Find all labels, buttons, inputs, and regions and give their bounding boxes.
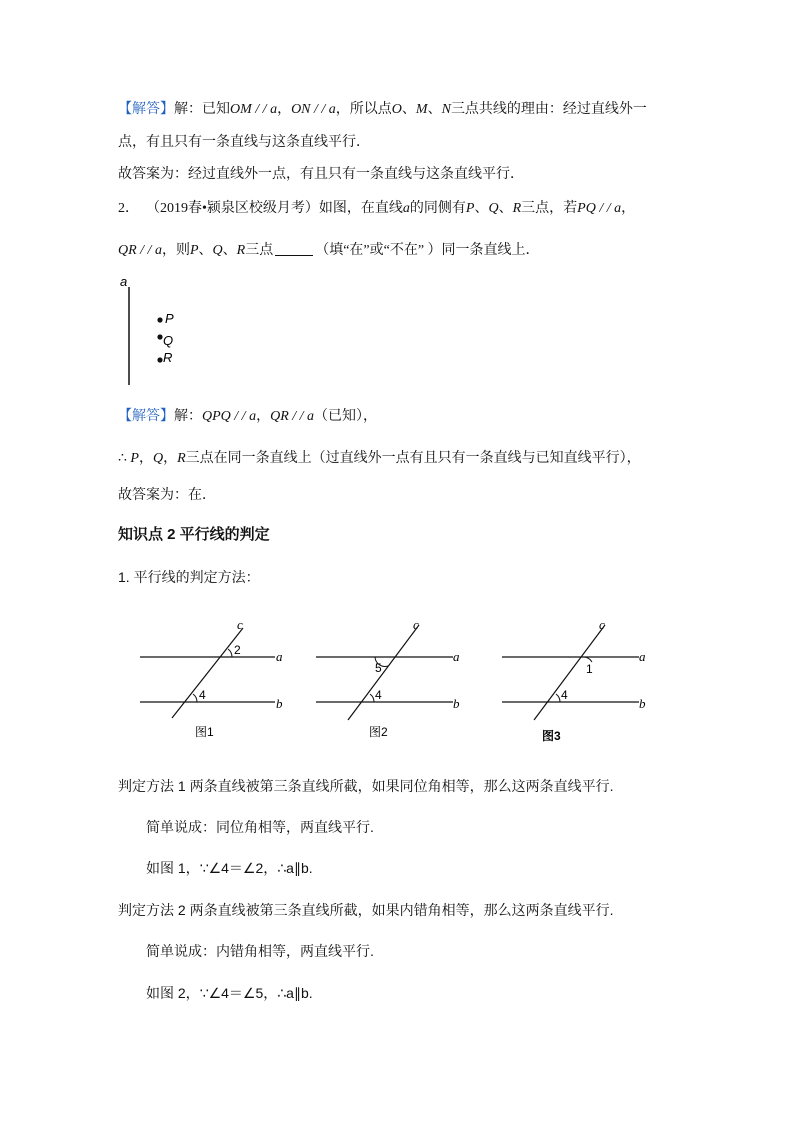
line-c xyxy=(348,625,419,720)
figure-3 xyxy=(494,612,664,747)
label-a: a xyxy=(276,649,283,664)
angle-arc-top xyxy=(228,649,232,657)
figure-caption: 图3 xyxy=(542,729,561,743)
angle-label-bottom: 4 xyxy=(561,688,568,702)
section-title: 知识点 2 平行线的判定 xyxy=(118,526,270,543)
label-a: a xyxy=(639,649,646,664)
point-q xyxy=(157,334,162,339)
point-r xyxy=(157,357,162,362)
label-r: R xyxy=(163,350,173,365)
question2-line2: QR / / a，则P、Q、R三点 （填“在”或“不在” ）同一条直线上． xyxy=(118,243,540,258)
answer1-line2: 点，有且只有一条直线与这条直线平行． xyxy=(118,135,370,150)
answer2-line3: 故答案为：在． xyxy=(118,488,216,503)
figure-caption: 图1 xyxy=(195,725,214,739)
point-p xyxy=(157,317,162,322)
method1-title: 判定方法 1 两条直线被第三条直线所截，如果同位角相等，那么这两条直线平行. xyxy=(118,778,614,794)
method-intro: 1. 平行线的判定方法： xyxy=(118,569,260,585)
method2-title: 判定方法 2 两条直线被第三条直线所截，如果内错角相等，那么这两条直线平行. xyxy=(118,902,614,918)
label-b: b xyxy=(276,696,283,711)
label-b: b xyxy=(639,696,646,711)
angle-label-bottom: 4 xyxy=(375,688,382,702)
method1-example: 如图 1，∵∠4＝∠2，∴a∥b. xyxy=(146,860,313,876)
answer2-line1: 【解答】解：QPQ / / a，QR / / a（已知）， xyxy=(118,409,378,424)
answer2-line2: ∴ P，Q，R三点在同一条直线上（过直线外一点有且只有一条直线与已知直线平行）， xyxy=(118,451,641,466)
label-c: c xyxy=(413,617,419,632)
angle-label-top: 5 xyxy=(375,661,382,675)
figure-caption: 图2 xyxy=(369,725,388,739)
label-c: c xyxy=(237,617,243,632)
label-p: P xyxy=(165,311,174,326)
line-c xyxy=(172,628,243,718)
answer-tag: 【解答】 xyxy=(118,409,174,424)
method1-short: 简单说成：同位角相等，两直线平行. xyxy=(146,819,374,835)
method2-example: 如图 2，∵∠4＝∠5，∴a∥b. xyxy=(146,985,313,1001)
angle-arc-bottom xyxy=(193,694,197,702)
angle-arc-bottom xyxy=(556,694,560,702)
label-b: b xyxy=(453,696,460,711)
line-c xyxy=(534,625,605,720)
method2-short: 简单说成：内错角相等，两直线平行. xyxy=(146,943,374,959)
angle-label-bottom: 4 xyxy=(199,688,206,702)
angle-arc-bottom xyxy=(370,694,374,702)
answer-blank xyxy=(275,241,313,256)
label-q: Q xyxy=(163,333,174,348)
question2-figure xyxy=(112,272,192,392)
label-c: c xyxy=(599,617,605,632)
figure-1 xyxy=(130,612,300,747)
answer1-line3: 故答案为：经过直线外一点，有且只有一条直线与这条直线平行． xyxy=(118,167,524,182)
label-a: a xyxy=(120,274,128,289)
label-a: a xyxy=(453,649,460,664)
answer-tag: 【解答】 xyxy=(118,102,174,117)
question2-line1: 2． （2019春•颍泉区校级月考）如图，在直线a的同侧有P、Q、R三点，若PQ / / a， xyxy=(118,201,636,216)
figure-2 xyxy=(308,612,478,747)
angle-label-top: 1 xyxy=(586,662,593,676)
answer1-line1: 【解答】解：已知OM / / a，ON / / a，所以点O、M、N三点共线的理由：经过直线外一 xyxy=(118,102,647,117)
angle-label-top: 2 xyxy=(234,643,241,657)
